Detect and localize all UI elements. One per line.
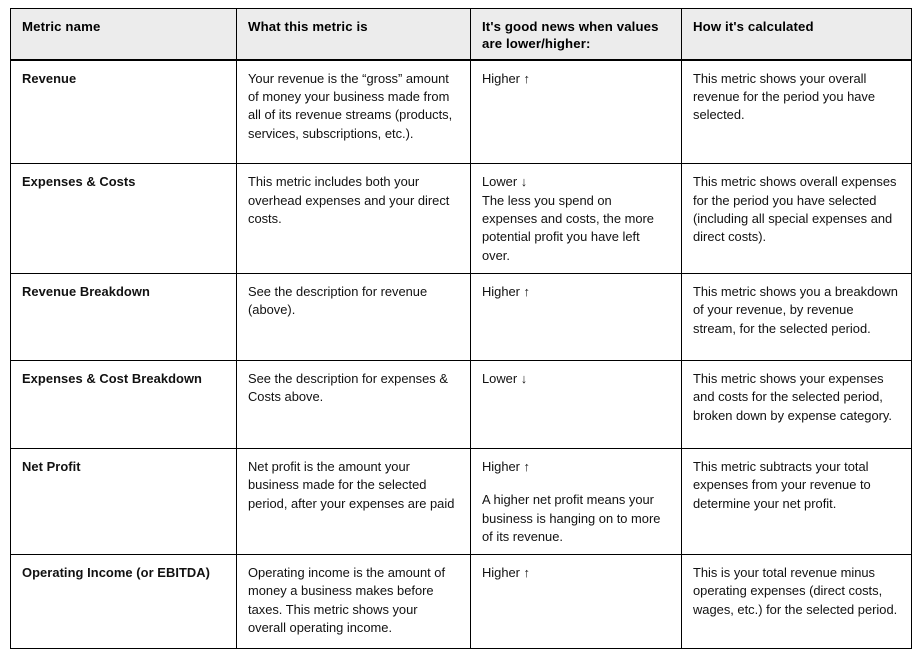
cell-good-news-direction [471,448,682,554]
metric-description-text: Your revenue is the “gross” amount of money your business made from all of its revenue streams (products, services, subscriptions, etc.). [248,70,456,141]
calculation-description-text: This is your total revenue minus operating expenses (direct costs, wages, etc.) for the selected period. [693,565,898,617]
calculation-description-text: This metric shows your overall revenue for the period you have selected. [693,70,879,123]
direction-note: A higher net profit means your business is hanging on to more of its revenue. [482,492,665,544]
cell-what-this-metric-is [237,360,471,448]
cell-good-news-direction [471,60,682,164]
cell-metric-name: Net Profit [11,448,237,554]
table-row [11,555,912,649]
metric-reference-sheet [10,8,911,637]
cell-metric-name: Expenses & Costs [11,164,237,274]
cell-how-its-calculated [682,360,912,448]
cell-what-this-metric-is [237,60,471,164]
cell-metric-name: Revenue [11,60,237,164]
column-header-metric-name: Metric name [11,9,237,60]
direction-indicator: Lower ↓ [482,174,528,190]
metric-reference-table [10,8,912,649]
cell-how-its-calculated [682,164,912,274]
calculation-description-text: This metric subtracts your total expenses from your revenue to determine your net profit. [693,458,875,511]
column-header-how-its-calculated: How it's calculated [682,9,912,60]
cell-metric-name: Expenses & Cost Breakdown [11,360,237,448]
calculation-description-text: This metric shows you a breakdown of your revenue, by revenue stream, for the selected period. [693,283,902,336]
table-row [11,360,912,448]
column-header-what-this-metric-is: What this metric is [237,9,471,60]
table-body [11,60,912,649]
table-header [11,9,912,60]
direction-indicator: Higher ↑ [482,458,530,474]
metric-description-text: Net profit is the amount your business made for the selected period, after your expenses are paid [248,458,455,511]
table-row [11,60,912,164]
cell-how-its-calculated [682,60,912,164]
metric-description-text: See the description for expenses & Costs above. [248,370,452,405]
cell-what-this-metric-is [237,448,471,554]
table-row [11,273,912,360]
calculation-description-text: This metric shows overall expenses for the period you have selected (including all special expenses and direct costs). [693,174,901,245]
cell-good-news-direction [471,164,682,274]
direction-indicator: Higher ↑ [482,70,530,86]
cell-metric-name: Operating Income (or EBITDA) [11,555,237,649]
direction-indicator: Higher ↑ [482,565,530,581]
table-row [11,448,912,554]
metric-description-text: This metric includes both your overhead expenses and your direct costs. [248,174,453,226]
table-header-row [11,9,912,60]
cell-good-news-direction [471,555,682,649]
cell-what-this-metric-is [237,164,471,274]
cell-good-news-direction [471,360,682,448]
cell-what-this-metric-is [237,273,471,360]
cell-good-news-direction [471,273,682,360]
cell-what-this-metric-is [237,555,471,649]
column-header-good-news-direction: It's good news when values are lower/higher: [471,9,682,60]
direction-indicator: Higher ↑ [482,283,530,299]
calculation-description-text: This metric shows your expenses and costs for the selected period, broken down by expense category. [693,370,892,423]
direction-indicator: Lower ↓ [482,370,528,386]
cell-how-its-calculated [682,448,912,554]
cell-how-its-calculated [682,555,912,649]
direction-note: The less you spend on expenses and costs, the more potential profit you have left over. [482,192,658,263]
cell-how-its-calculated [682,273,912,360]
metric-description-text: See the description for revenue (above). [248,283,431,318]
cell-metric-name: Revenue Breakdown [11,273,237,360]
table-row [11,164,912,274]
metric-description-text: Operating income is the amount of money a business makes before taxes. This metric shows your overall operating income. [248,565,449,636]
